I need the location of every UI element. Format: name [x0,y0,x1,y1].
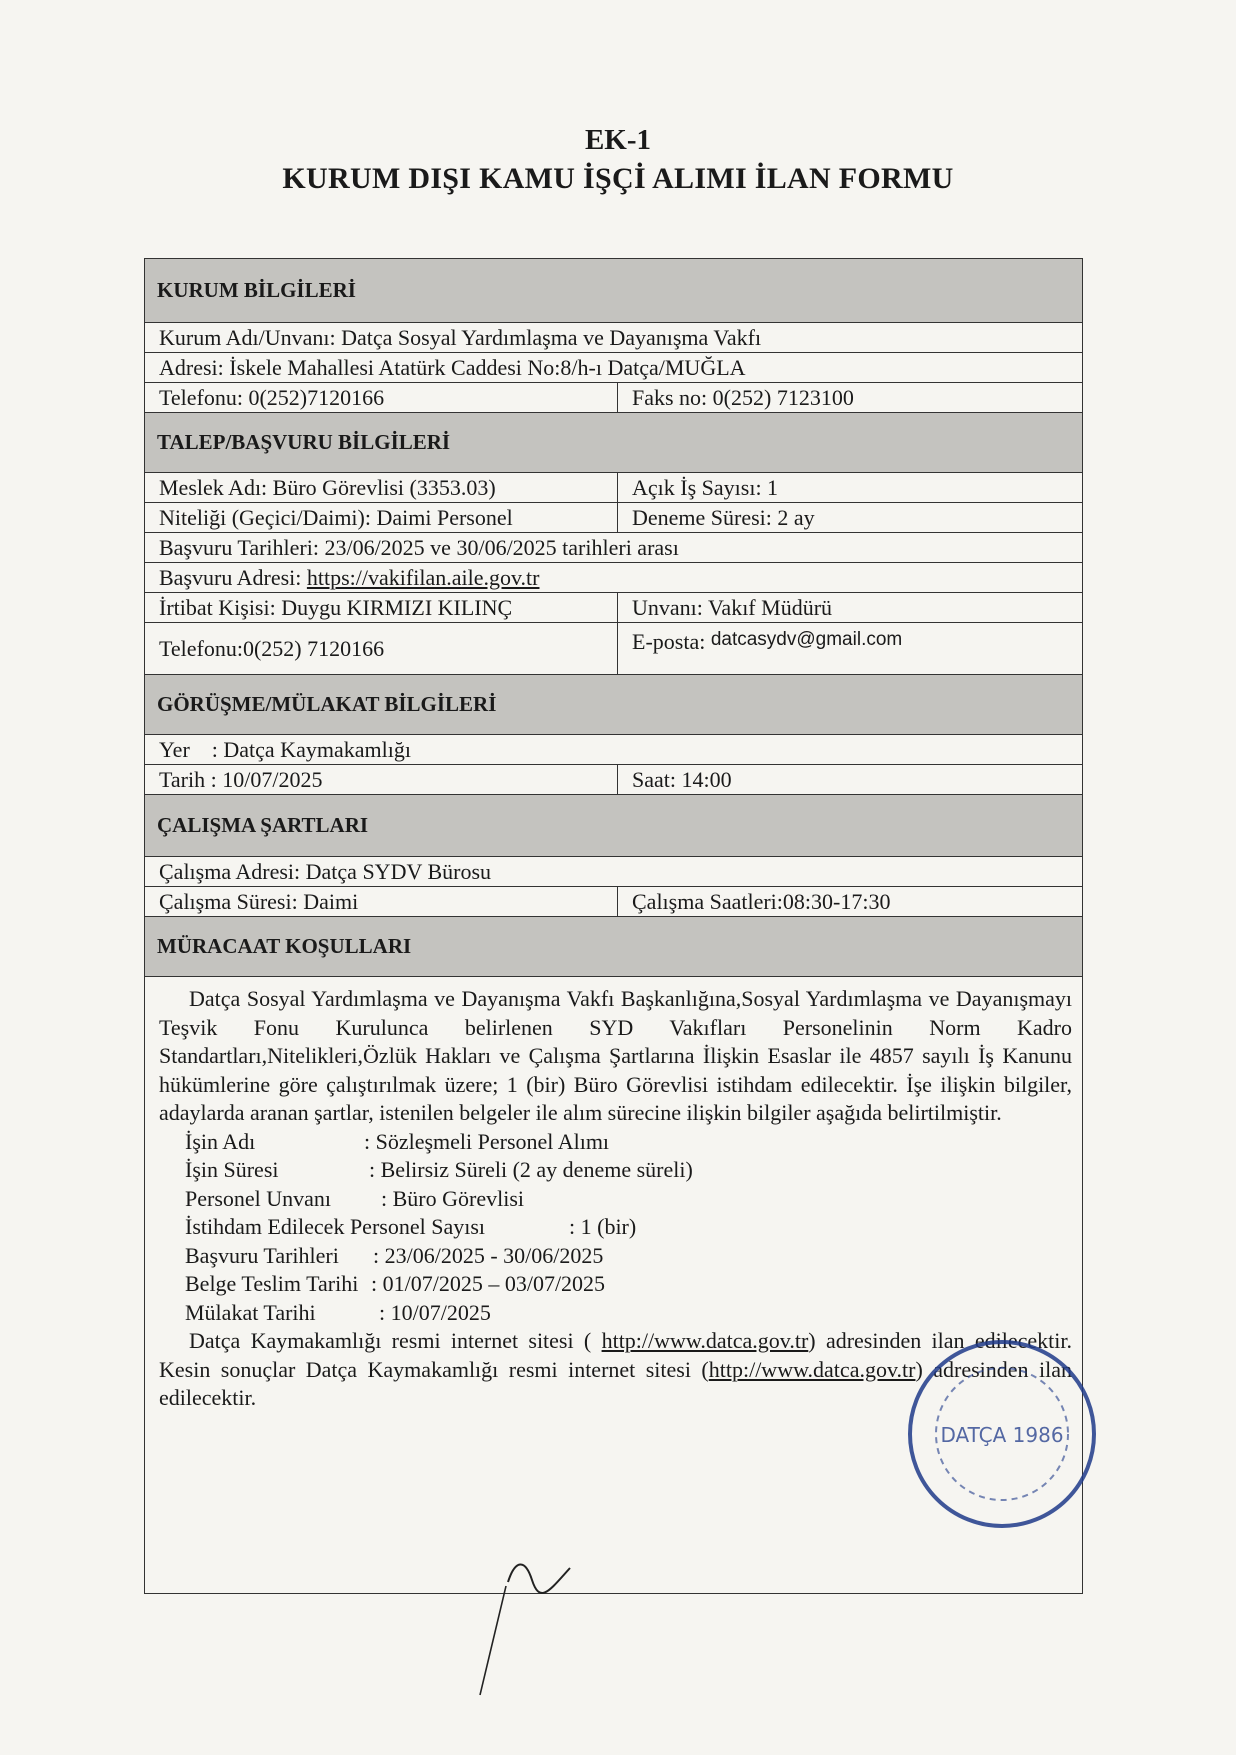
contact-email-label: E-posta: [632,629,711,654]
condition-detail-row [159,1270,1072,1299]
work-address: Çalışma Adresi: Datça SYDV Bürosu [159,858,492,884]
kurum-name: Kurum Adı/Unvanı: Datça Sosyal Yardımlaşma ve Dayanışma Vakfı [159,324,762,350]
talep-row-2 [145,502,1082,532]
contact-person: İrtibat Kişisi: Duygu KIRMIZI KILINÇ [159,594,513,620]
work-hours: Çalışma Saatleri:08:30-17:30 [617,887,1082,916]
condition-detail-value: : 10/07/2025 [379,1299,491,1325]
talep-row-1 [145,472,1082,502]
conditions-paragraph: Datça Sosyal Yardımlaşma ve Dayanışma Vakfı Başkanlığına,Sosyal Yardımlaşma ve Dayanışmayı Teşvik Fonu Kurulunca belirlenen SYD Vakıfları Personelinin Norm Kadro Standartları,Nitelikleri,Özlük Hakları ve Çalışma Şartlarına İlişkin Esaslar ile 4857 sayılı İş Kanunu hükümlerine göre çalıştırılmak üzere; 1 (bir) Büro Görevlisi istihdam edilecektir. İşe ilişkin bilgiler, adaylarda aranan şartlar, istenilen belgeler ile alım sürecine ilişkin bilgiler aşağıda belirtilmiştir. [159,986,1072,1125]
condition-detail-key: Belge Teslim Tarihi [185,1271,359,1296]
interview-date: Tarih : 10/07/2025 [159,766,323,792]
section-heading: MÜRACAAT KOŞULLARI [157,934,412,958]
kurum-fax: Faks no: 0(252) 7123100 [617,383,1082,412]
closing-text-3: ) adresinden ilan edilecektir. [159,1356,1073,1410]
condition-detail-value: : Belirsiz Süreli (2 ay deneme süreli) [369,1157,693,1182]
condition-detail-row [159,1185,1072,1214]
condition-detail-row [159,1299,1072,1328]
form-title: KURUM DIŞI KAMU İŞÇİ ALIMI İLAN FORMU [282,162,954,195]
condition-detail-row [159,1128,1072,1157]
section-heading: KURUM BİLGİLERİ [157,278,356,302]
condition-detail-key: Mülakat Tarihi [185,1299,316,1325]
kurum-address: Adresi: İskele Mahallesi Atatürk Caddesi No:8/h-ı Datça/MUĞLA [159,354,746,380]
gorusme-row-2 [145,764,1082,794]
condition-detail-key: Başvuru Tarihleri [185,1242,339,1268]
kurum-address-row [145,352,1082,382]
talep-row-5 [145,592,1082,622]
signature-icon [470,1550,620,1700]
conditions-details [159,1128,1072,1328]
interview-time: Saat: 14:00 [617,765,1082,794]
section-heading: ÇALIŞMA ŞARTLARI [157,813,369,837]
contact-phone: Telefonu:0(252) 7120166 [159,635,385,661]
open-positions: Açık İş Sayısı: 1 [617,473,1082,502]
official-stamp-icon [895,1327,1110,1542]
condition-detail-value: : 23/06/2025 - 30/06/2025 [373,1242,604,1268]
condition-detail-value: : 01/07/2025 – 03/07/2025 [371,1271,606,1296]
condition-detail-row [159,1156,1072,1185]
employment-type: Niteliği (Geçici/Daimi): Daimi Personel [159,504,513,530]
condition-detail-row [159,1213,1072,1242]
closing-link-1[interactable]: http://www.datca.gov.tr [601,1328,809,1353]
application-dates: Başvuru Tarihleri: 23/06/2025 ve 30/06/2025 tarihleri arası [159,534,679,560]
application-address-label: Başvuru Adresi: [159,564,307,590]
form-code: EK-1 [584,124,652,156]
calisma-row-1 [145,856,1082,886]
application-address-link[interactable]: https://vakifilan.aile.gov.tr [306,564,540,590]
stamp-text: DATÇA 1986 [940,1423,1064,1447]
closing-text-1: Datça Kaymakamlığı resmi internet sitesi ( [189,1328,602,1353]
interview-place: Yer : Datça Kaymakamlığı [159,736,411,762]
condition-detail-value: : 1 (bir) [569,1214,637,1239]
closing-text-2: ) adresinden ilan edilecektir. Kesin sonuçlar Datça Kaymakamlığı resmi internet sitesi ( [159,1328,1072,1382]
kurum-name-row [145,322,1082,352]
section-heading: GÖRÜŞME/MÜLAKAT BİLGİLERİ [157,692,497,716]
calisma-row-2 [145,886,1082,916]
condition-detail-key: İstihdam Edilecek Personel Sayısı [185,1214,485,1239]
contact-email[interactable]: datcasydv@gmail.com [710,629,903,650]
condition-detail-key: Personel Unvanı [185,1185,332,1211]
section-heading: TALEP/BAŞVURU BİLGİLERİ [157,430,451,454]
talep-row-4 [145,562,1082,592]
talep-row-3 [145,532,1082,562]
section-gorusme-heading [145,674,1082,734]
probation-period: Deneme Süresi: 2 ay [617,503,1082,532]
occupation: Meslek Adı: Büro Görevlisi (3353.03) [159,474,496,500]
section-muracaat-heading [145,916,1082,976]
condition-detail-row [159,1242,1072,1271]
kurum-contact-row [145,382,1082,412]
section-kurum-heading [145,259,1082,322]
section-calisma-heading [145,794,1082,856]
condition-detail-value: : Sözleşmeli Personel Alımı [364,1128,610,1154]
condition-detail-value: : Büro Görevlisi [381,1185,524,1211]
kurum-phone: Telefonu: 0(252)7120166 [159,384,385,410]
application-address [145,563,1082,592]
talep-row-6 [145,622,1082,674]
condition-detail-key: İşin Adı [185,1128,256,1154]
condition-detail-key: İşin Süresi [185,1157,279,1182]
gorusme-row-1 [145,734,1082,764]
section-talep-heading [145,412,1082,472]
closing-link-2[interactable]: http://www.datca.gov.tr [708,1356,916,1382]
contact-email-cell [617,623,1082,674]
contact-title: Unvanı: Vakıf Müdürü [617,593,1082,622]
work-duration: Çalışma Süresi: Daimi [159,888,359,914]
